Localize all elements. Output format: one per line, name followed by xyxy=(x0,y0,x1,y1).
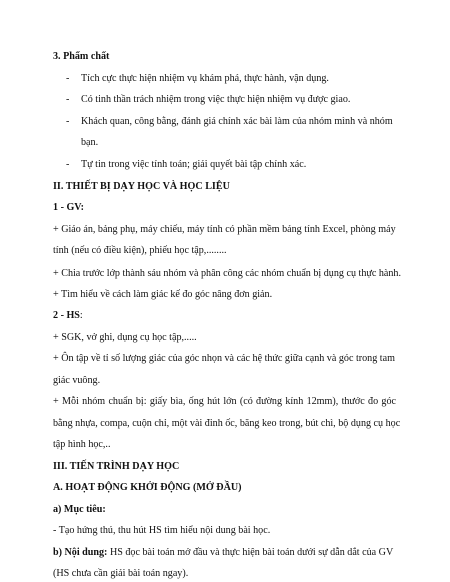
bullet-dash: - xyxy=(66,116,70,128)
content-text: HS đọc bài toán mở đầu và thực hiện bài toán dưới sự dẫn dắt của GV xyxy=(107,546,394,558)
student-item-2-line1: + Ôn tập về tỉ số lượng giác của góc nhọn và các hệ thức giữa cạnh và góc trong tam xyxy=(53,353,395,365)
student-heading xyxy=(53,309,83,323)
section-III-heading: III. TIẾN TRÌNH DẠY HỌC xyxy=(53,460,180,472)
bullet-dash: - xyxy=(66,93,70,105)
teacher-item-2: + Chia trước lớp thành sáu nhóm và phân công các nhóm chuẩn bị dụng cụ thực hành. xyxy=(53,267,401,279)
teacher-item-3: + Tìm hiểu về cách làm giác kế đo góc nâng đơn giản. xyxy=(53,289,273,300)
student-item-3-line2: bằng nhựa, compa, cuộn chỉ, một vài đinh ốc, băng keo trong, bút chì, bộ dụng cụ học xyxy=(53,417,401,429)
quality-item-3-line2: bạn. xyxy=(81,136,99,148)
student-item-1: + SGK, vở ghi, dụng cụ học tập,..... xyxy=(53,331,197,343)
quality-item-4: Tự tin trong việc tính toán; giải quyết bài tập chính xác. xyxy=(81,159,307,171)
content-paragraph-line2: (HS chưa cần giải bài toán ngay). xyxy=(53,568,189,579)
objective-text: - Tạo hứng thú, thu hút HS tìm hiểu nội dung bài học. xyxy=(53,525,271,537)
bullet-dash: - xyxy=(66,159,70,171)
teacher-item-1-line1: + Giáo án, bảng phụ, máy chiếu, máy tính có phần mềm bảng tính Excel, phòng máy xyxy=(53,223,396,235)
student-heading-label: 2 - HS xyxy=(53,310,80,322)
quality-item-3-line1: Khách quan, công bằng, đánh giá chính xác bài làm của nhóm mình và nhóm xyxy=(81,116,393,128)
student-item-3-line3: tập hình học,.. xyxy=(53,439,111,451)
content-paragraph-line1 xyxy=(53,546,393,560)
objective-heading: a) Mục tiêu: xyxy=(53,503,106,515)
bullet-dash: - xyxy=(66,72,70,84)
teacher-heading: 1 - GV: xyxy=(53,202,85,214)
section-II-heading: II. THIẾT BỊ DẠY HỌC VÀ HỌC LIỆU xyxy=(53,180,230,192)
quality-item-1: Tích cực thực hiện nhiệm vụ khám phá, thực hành, vận dụng. xyxy=(81,72,329,84)
student-heading-colon: : xyxy=(79,310,83,322)
section-A-heading: A. HOẠT ĐỘNG KHỞI ĐỘNG (MỞ ĐẦU) xyxy=(53,482,242,494)
quality-item-2: Có tinh thần trách nhiệm trong việc thực hiện nhiệm vụ được giao. xyxy=(81,93,351,105)
student-item-3-line1: + Mỗi nhóm chuẩn bị: giấy bìa, ống hút lớn (có đường kính 12mm), thước đo góc xyxy=(53,396,396,408)
teacher-item-1-line2: tính (nếu có điều kiện), phiếu học tập,........ xyxy=(53,245,227,257)
student-item-2-line2: giác vuông. xyxy=(53,374,101,386)
content-heading: b) Nội dung: xyxy=(53,546,108,558)
section-3-heading: 3. Phẩm chất xyxy=(53,51,110,62)
